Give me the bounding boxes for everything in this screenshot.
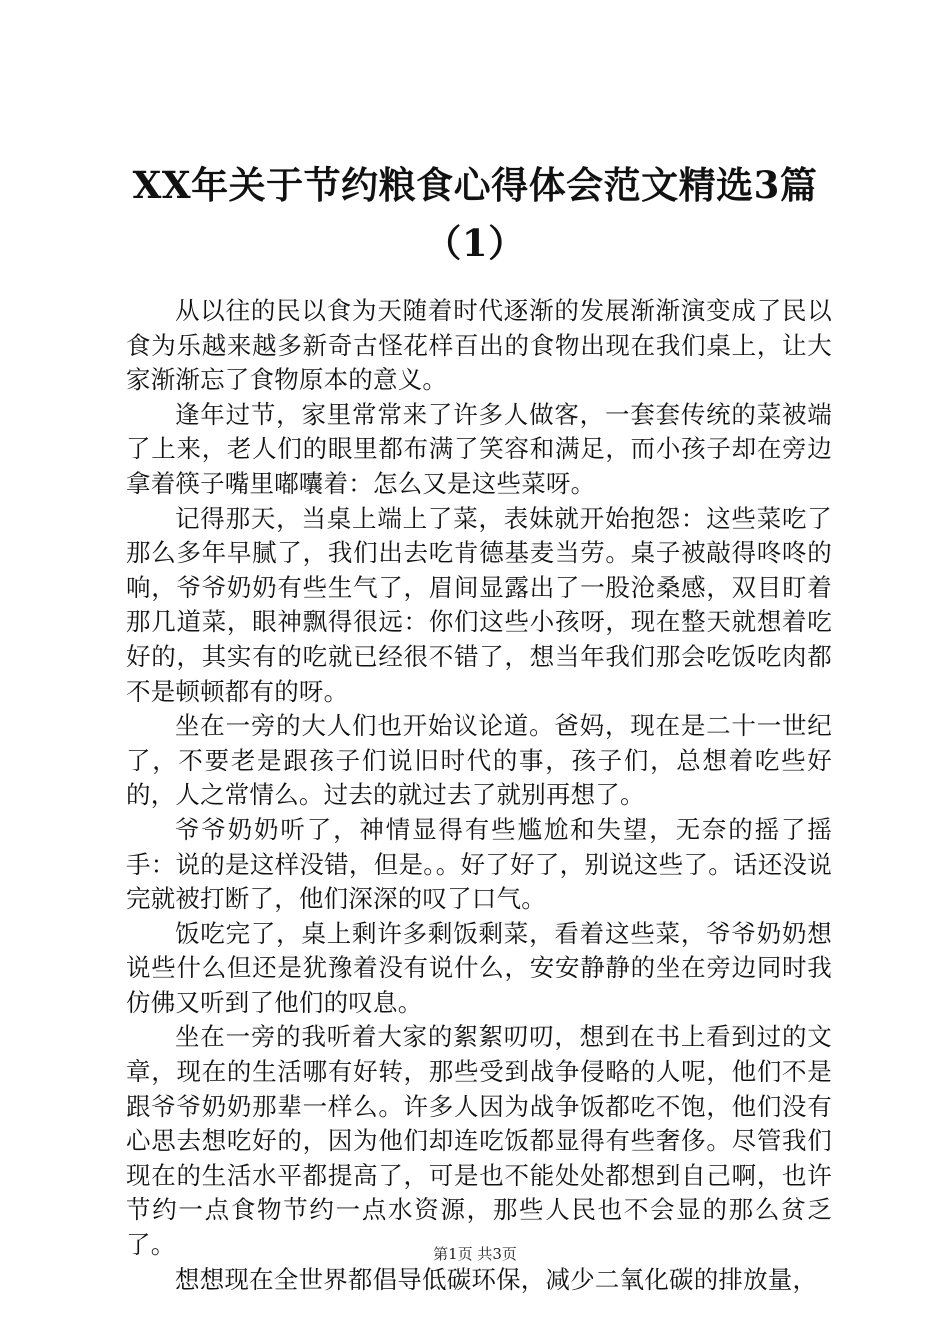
paragraph: 坐在一旁的我听着大家的絮絮叨叨，想到在书上看到过的文章，现在的生活哪有好转，那些受到战争侵略的人呢，他们不是跟爷爷奶奶那辈一样么。许多人因为战争饭都吃不饱，他们没有心思去想吃好的，因为他们却连吃饭都显得有些奢侈。尽管我们现在的生活水平都提高了，可是也不能处处都想到自己啊，也许节约一点食物节约一点水资源，那些人民也不会显的那么贫乏了。 [126, 1022, 832, 1260]
document-title: XX年关于节约粮食心得体会范文精选3篇 [132, 163, 818, 207]
paragraph: 记得那天，当桌上端上了菜，表妹就开始抱怨：这些菜吃了那么多年早腻了，我们出去吃肯德基麦当劳。桌子被敲得咚咚的响，爷爷奶奶有些生气了，眉间显露出了一股沧桑感，双目盯着那几道菜，眼神飘得很远：你们这些小孩呀，现在整天就想着吃好的，其实有的吃就已经很不错了，想当年我们那会吃饭吃肉都不是顿顿都有的呀。 [126, 503, 832, 706]
page-footer: 第1页 共3页 [433, 1245, 517, 1263]
paragraph: 饭吃完了，桌上剩许多剩饭剩菜，看着这些菜，爷爷奶奶想说些什么但还是犹豫着没有说什么，安安静静的坐在旁边同时我仿佛又听到了他们的叹息。 [126, 918, 832, 1017]
paragraph: 坐在一旁的大人们也开始议论道。爸妈，现在是二十一世纪了，不要老是跟孩子们说旧时代的事，孩子们，总想着吃些好的，人之常情么。过去的就过去了就别再想了。 [126, 711, 832, 810]
document-body [126, 294, 832, 1297]
paragraph: 逢年过节，家里常常来了许多人做客，一套套传统的菜被端了上来，老人们的眼里都布满了笑容和满足，而小孩子却在旁边拿着筷子嘴里嘟囔着：怎么又是这些菜呀。 [126, 399, 832, 498]
document-title-number: （1） [424, 221, 526, 265]
paragraph: 想想现在全世界都倡导低碳环保，减少二氧化碳的排放量， [175, 1264, 818, 1294]
paragraph: 爷爷奶奶听了，神情显得有些尴尬和失望，无奈的摇了摇手：说的是这样没错，但是。。好了好了，别说这些了。话还没说完就被打断了，他们深深的叹了口气。 [126, 814, 832, 914]
paragraph: 从以往的民以食为天随着时代逐渐的发展渐渐演变成了民以食为乐越来越多新奇古怪花样百出的食物出现在我们桌上，让大家渐渐忘了食物原本的意义。 [126, 296, 832, 395]
